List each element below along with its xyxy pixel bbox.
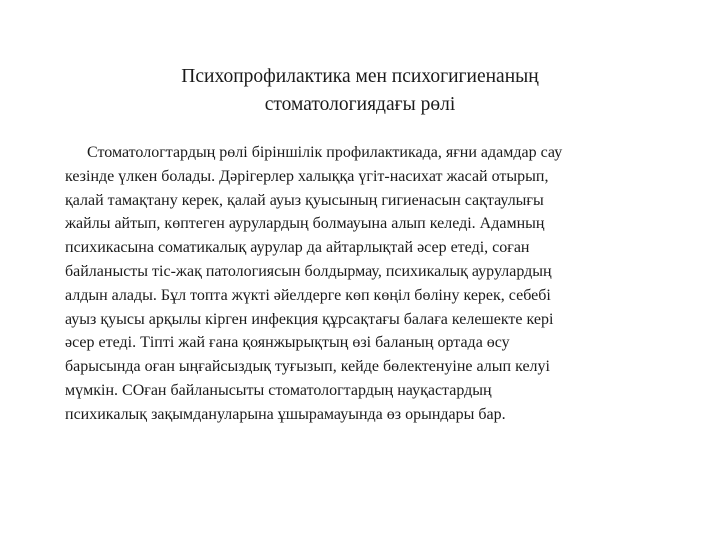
body-line: жайлы айтып, көптеген аурулардың болмауына алып келеді. Адамның: [65, 215, 545, 233]
body-line: психикасына соматикалық аурулар да айтарлықтай әсер етеді, соған: [65, 239, 530, 257]
body-line: психикалық зақымдануларына ұшырамауында өз орындары бар.: [65, 405, 506, 423]
body-line: байланысты тіс-жақ патологиясын болдырмау, психикалық аурулардың: [65, 262, 552, 280]
title-line-2: стоматологиядағы рөлі: [264, 94, 456, 115]
title-line-1: Психопрофилактика мен психогигиенаның: [181, 66, 539, 87]
body-line: әсер етеді. Тіпті жай ғана қоянжырықтың өзі баланың ортада өсу: [65, 334, 510, 352]
body-line: ауыз қуысы арқылы кірген инфекция құрсақтағы балаға келешекте кері: [65, 310, 554, 328]
body-paragraph: [65, 141, 675, 427]
body-line: қалай тамақтану керек, қалай ауыз қуысының гигиенасын сақтаулығы: [65, 191, 544, 209]
body-line: мүмкін. СОған байланысыты стоматологтардың науқастардың: [65, 381, 492, 399]
body-line: кезінде үлкен болады. Дәрігерлер халыққа үгіт-насихат жасай отырып,: [65, 167, 549, 185]
body-line: Стоматологтардың рөлі біріншілік профилактикада, яғни адамдар сау: [87, 144, 563, 161]
body-line: алдын алады. Бұл топта жүкті әйелдерге көп көңіл бөліну керек, себебі: [65, 286, 551, 304]
slide-title: [60, 63, 660, 119]
body-line: барысында оған ыңғайсыздық туғызып, кейде бөлектенуіне алып келуі: [65, 358, 550, 376]
